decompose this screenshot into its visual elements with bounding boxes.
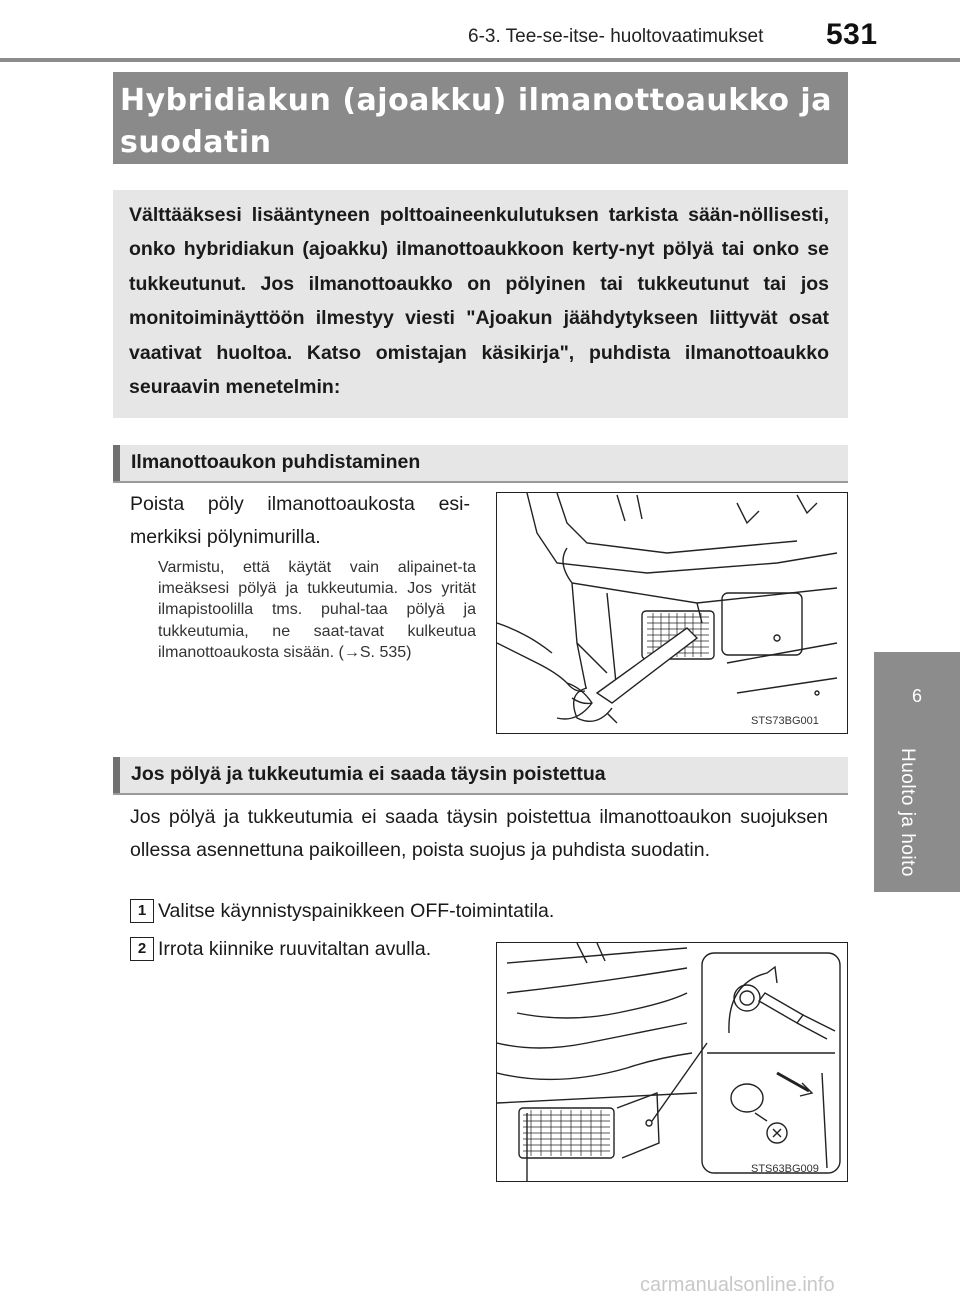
section1-body: Poista pöly ilmanottoaukosta esi-merkiksi pölynimurilla.: [130, 493, 470, 548]
intro-text: Välttääksesi lisääntyneen polttoaineenkulutuksen tarkista sään-nöllisesti, onko hybridiakun (ajoakku) ilmanottoaukkoon kerty-nyt pölyä tai onko se tukkeutunut. Jos ilmanottoaukko on pölyinen tai tukkeutunut tai jos monitoiminäyttöön ilmestyy viesti "Ajoakun jäähdytykseen liittyvät osat vaativat huoltoa. Katso omistajan käsikirja", puhdista ilmanottoaukko seuraavin menetelmin:: [129, 204, 829, 399]
step-text: Valitse käynnistyspainikkeen OFF-toimintatila.: [158, 900, 555, 922]
step-number-badge: 1: [130, 899, 154, 923]
page-title: Hybridiakun (ajoakku) ilmanottoaukko ja suodatin: [120, 83, 832, 160]
watermark: carmanualsonline.info: [640, 1274, 835, 1296]
step-text: Irrota kiinnike ruuvitaltan avulla.: [158, 938, 432, 960]
section-header: 6-3. Tee-se-itse- huoltovaatimukset: [468, 26, 764, 47]
section-heading-cleaning: [113, 445, 848, 483]
section2-body: Jos pölyä ja tukkeutumia ei saada täysin poistettua ilmanottoaukon suojuksen ollessa asennettuna paikoilleen, poista suojus ja puhdista suodatin.: [130, 806, 828, 861]
page-number: 531: [826, 18, 878, 51]
heading-marker: [113, 445, 120, 481]
clip-removal-illustration: [496, 942, 848, 1182]
step-number-badge: 2: [130, 937, 154, 961]
figure-code: STS63BG009: [751, 1163, 819, 1175]
chapter-title: Huolto ja hoito: [897, 748, 918, 877]
figure-code: STS73BG001: [751, 715, 819, 727]
section-heading-text: Ilmanottoaukon puhdistaminen: [131, 451, 421, 473]
heading-marker: [113, 757, 120, 793]
section1-note: Varmistu, että käytät vain alipainet-ta imeäksesi pölyä ja tukkeutumia. Jos yrität ilmapistoolilla tms. puhal-taa pölyä ja tukkeutumia, ne saat-tavat kulkeutua ilmanottoaukosta sisään. (→S. 535): [158, 559, 476, 661]
section-heading-filter: [113, 757, 848, 795]
chapter-number: 6: [911, 686, 922, 706]
section-heading-text: Jos pölyä ja tukkeutumia ei saada täysin poistettua: [131, 763, 606, 785]
vacuum-illustration: [496, 492, 848, 734]
header-rule: [0, 58, 960, 62]
